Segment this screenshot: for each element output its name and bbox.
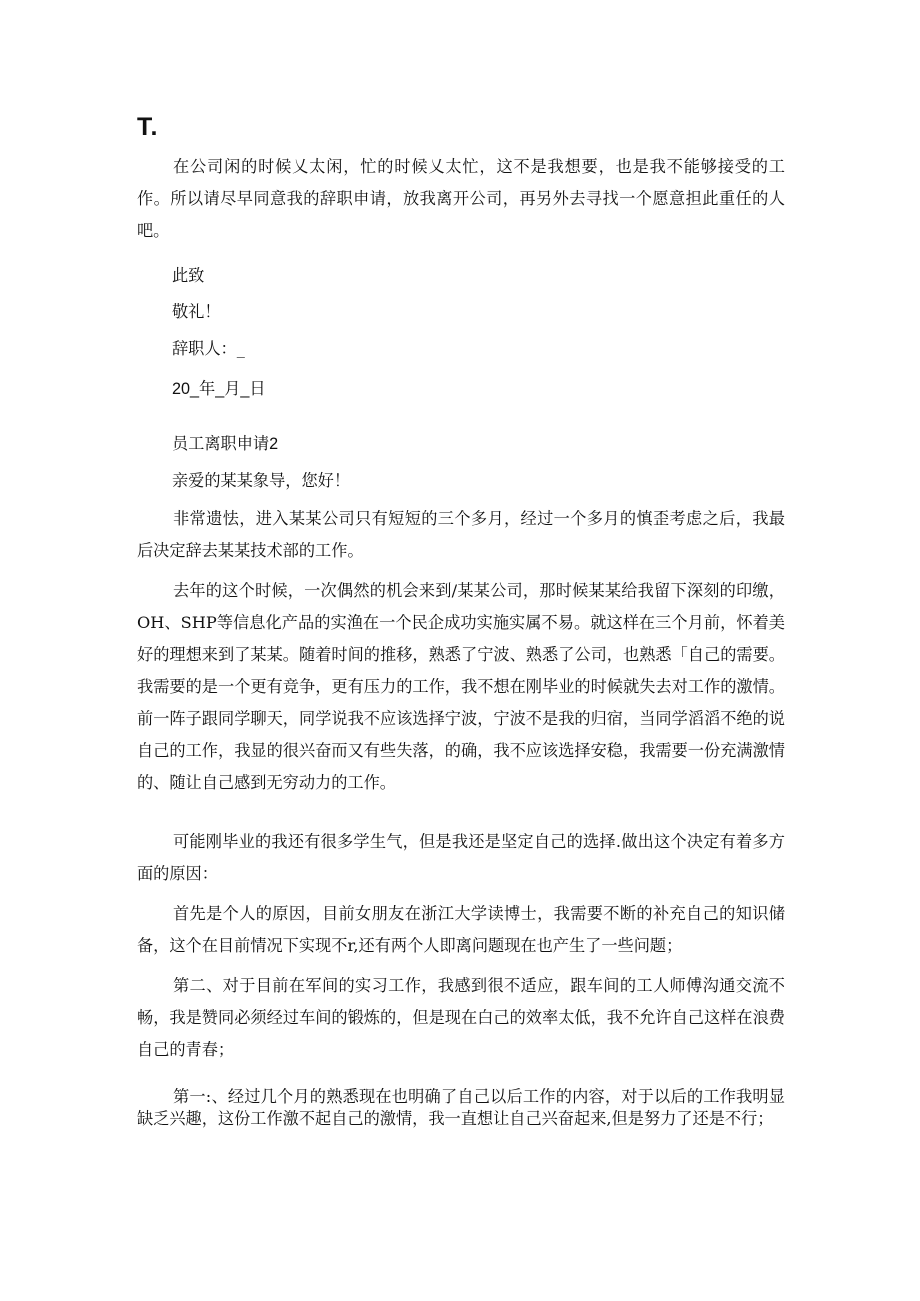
body-paragraph-1: 非常遗怯，进入某某公司只有短短的三个多月，经过一个多月的慎歪考虑之后，我最后决定辞去某某技术部的工作。	[137, 509, 785, 560]
salutation: 亲爱的某某象导，您好！	[172, 471, 351, 490]
section-title: 员工离职申请2	[172, 435, 279, 453]
heading-mark: T.	[137, 113, 159, 141]
intro-paragraph: 在公司闲的时候乂太闲，忙的时候乂太忙，这不是我想要，也是我不能够接受的工作。所以请尽早同意我的辞职申请，放我离开公司，再另外去寻找一个愿意担此重任的人吧。	[137, 157, 785, 240]
body-paragraph-5: 第二、对于目前在军间的实习工作，我感到很不适应，跟车间的工人师傅沟通交流不畅，我是赞同必须经过车间的锻炼的，但是现在白己的效率太低，我不允许自己这样在浪费自己的青春；	[137, 976, 785, 1059]
date-line: 20_年_月_日	[172, 380, 266, 398]
body-paragraph-3: 可能刚毕业的我还有很多学生气，但是我还是坚定自己的选择.做出这个决定有着多方面的原因：	[137, 832, 785, 883]
closing-line-2: 敬礼！	[172, 302, 221, 321]
body-paragraph-6: 第一:、经过几个月的熟悉现在也明确了自己以后工作的内容，对于以后的工作我明显缺乏兴趣，这份工作激不起自己的激情，我一直想让自己兴奋起来,但是努力了还是不行；	[137, 1087, 785, 1128]
closing-line-1: 此致	[172, 266, 205, 285]
body-paragraph-2: 去年的这个时候，一次偶然的机会来到/某某公司，那时候某某给我留下深刻的印缴，OH、SHP等信息化产品的实渔在一个民企成功实施实属不易。就这样在三个月前，怀着美好的理想来到了某某。随着时间的推移，熟悉了宁波、熟悉了公司，也熟悉「自己的需要。我需要的是一个更有竞争，更有压力的工作，我不想在刚毕业的时候就失去对工作的激情。前一阵子跟同学聊天，同学说我不应该选择宁波，宁波不是我的归宿，当同学滔滔不绝的说自己的工作，我显的很兴奋而又有些失落，的确，我不应该选择安稳，我需要一份充满激情的、随让自己感到无穷动力的工作。	[137, 581, 785, 792]
body-paragraph-4: 首先是个人的原因，目前女朋友在浙江大学读博士，我需要不断的补充自己的知识储备，这个在目前情况下实现不r,还有两个人即离问题现在也产生了一些问题；	[137, 904, 785, 955]
signature-line: 辞职人：_	[172, 339, 245, 358]
